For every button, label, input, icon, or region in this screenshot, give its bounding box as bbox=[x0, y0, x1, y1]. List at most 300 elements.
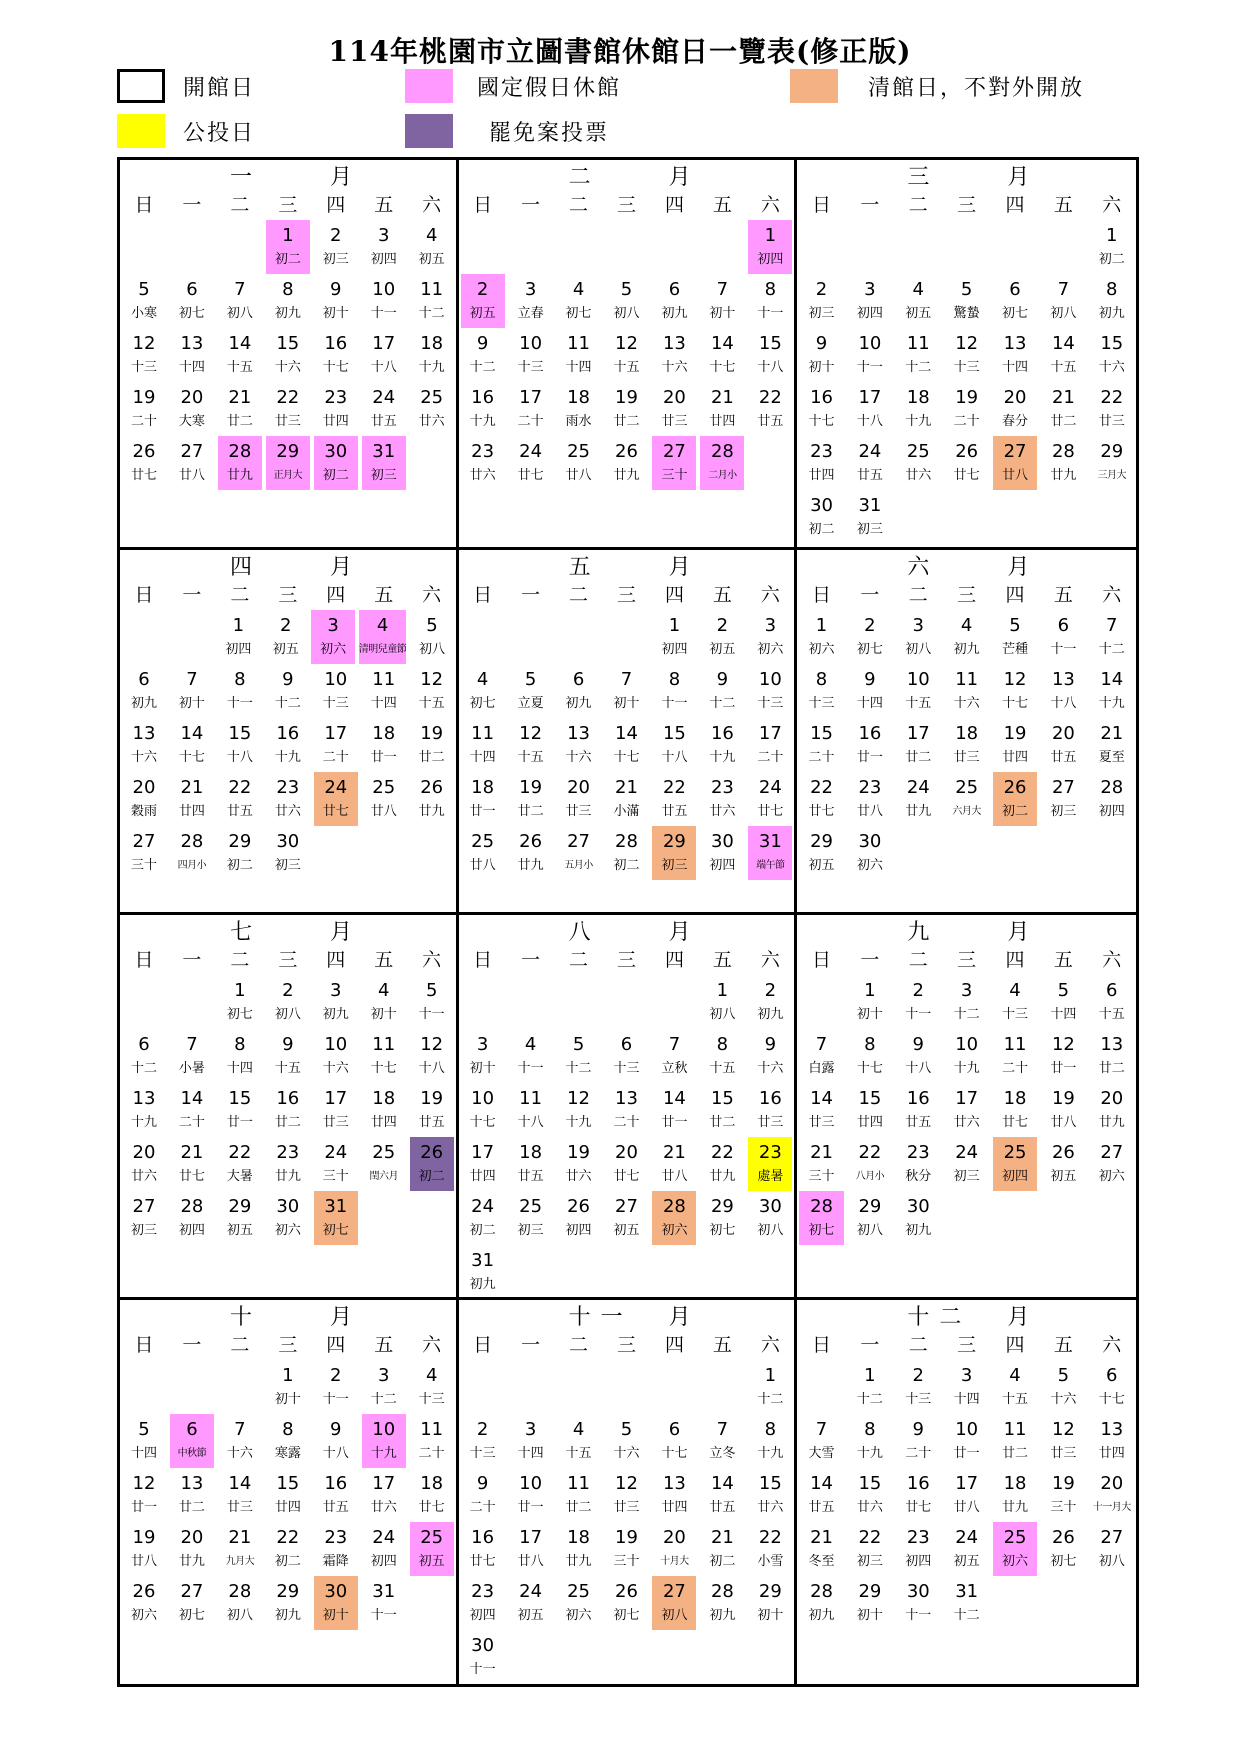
empty-cell bbox=[944, 1191, 988, 1245]
lunar-date: 廿六 bbox=[418, 414, 445, 429]
day-number: 23 bbox=[858, 777, 882, 798]
weekday-label: 日 bbox=[812, 949, 832, 971]
day-cell bbox=[700, 328, 744, 382]
month-name: 六 bbox=[907, 555, 940, 580]
day-number: 11 bbox=[567, 1473, 590, 1494]
day-cell bbox=[652, 826, 696, 880]
week-row bbox=[797, 718, 1136, 772]
day-cell bbox=[1090, 220, 1134, 274]
week-row bbox=[459, 1029, 795, 1083]
week-row bbox=[459, 220, 795, 274]
lunar-date: 廿七 bbox=[905, 1500, 932, 1515]
lunar-date: 廿三 bbox=[565, 804, 592, 819]
day-cell bbox=[170, 1137, 214, 1191]
lunar-date: 十一 bbox=[370, 306, 397, 321]
empty-cell bbox=[700, 1245, 744, 1299]
lunar-date: 三十 bbox=[613, 1554, 640, 1569]
lunar-date: 廿一 bbox=[661, 1115, 688, 1130]
day-number: 13 bbox=[1003, 333, 1027, 354]
day-cell bbox=[311, 610, 354, 664]
day-number: 10 bbox=[519, 1473, 543, 1494]
day-cell bbox=[848, 1576, 892, 1630]
day-number: 17 bbox=[519, 387, 543, 408]
lunar-date: 十九 bbox=[757, 1446, 784, 1461]
lunar-date: 小暑 bbox=[178, 1061, 205, 1076]
day-number: 24 bbox=[758, 777, 782, 798]
month-weeks bbox=[459, 975, 795, 1299]
lunar-date: 十二 bbox=[418, 306, 445, 321]
lunar-date: 廿七 bbox=[322, 804, 349, 819]
month-block bbox=[120, 550, 459, 915]
day-cell bbox=[410, 610, 453, 664]
day-number: 18 bbox=[906, 387, 930, 408]
week-row bbox=[459, 1576, 795, 1630]
day-cell bbox=[799, 274, 843, 328]
month-weeks bbox=[797, 220, 1136, 544]
day-number: 7 bbox=[716, 1419, 729, 1440]
day-cell bbox=[461, 1414, 505, 1468]
day-cell bbox=[1090, 664, 1134, 718]
lunar-date: 初十 bbox=[856, 1608, 883, 1623]
day-number: 17 bbox=[372, 1473, 396, 1494]
empty-cell bbox=[605, 1360, 649, 1414]
day-cell bbox=[362, 1360, 406, 1414]
week-row bbox=[797, 1522, 1136, 1576]
day-cell bbox=[461, 1576, 505, 1630]
day-cell bbox=[1041, 1137, 1085, 1191]
day-number: 26 bbox=[615, 441, 638, 462]
day-cell bbox=[652, 328, 696, 382]
lunar-date: 初九 bbox=[274, 1608, 301, 1623]
day-number: 13 bbox=[1100, 1034, 1124, 1055]
day-number: 18 bbox=[471, 777, 495, 798]
lunar-date: 初六 bbox=[856, 858, 883, 873]
week-row bbox=[459, 772, 795, 826]
day-number: 3 bbox=[378, 225, 390, 246]
weekday-label: 一 bbox=[521, 194, 541, 216]
day-cell bbox=[362, 1576, 406, 1630]
day-number: 30 bbox=[276, 1196, 300, 1217]
day-cell bbox=[896, 772, 940, 826]
lunar-date: 廿三 bbox=[226, 1500, 253, 1515]
day-number: 11 bbox=[372, 669, 396, 690]
lunar-date: 廿五 bbox=[661, 804, 688, 819]
empty-cell bbox=[218, 1360, 262, 1414]
day-number: 12 bbox=[1051, 1034, 1075, 1055]
lunar-date: 廿五 bbox=[370, 414, 397, 429]
day-number: 16 bbox=[471, 387, 495, 408]
weekday-label: 六 bbox=[422, 949, 442, 971]
day-cell bbox=[557, 1083, 601, 1137]
week-row bbox=[797, 436, 1136, 490]
weekday-label: 六 bbox=[1102, 584, 1122, 606]
day-number: 5 bbox=[620, 1419, 633, 1440]
lunar-date: 十六 bbox=[757, 1061, 784, 1076]
day-number: 29 bbox=[276, 441, 300, 462]
lunar-date: 初四 bbox=[709, 858, 736, 873]
day-cell bbox=[700, 1414, 744, 1468]
day-number: 19 bbox=[420, 1088, 444, 1109]
day-number: 1 bbox=[232, 615, 245, 636]
day-cell bbox=[1041, 1029, 1085, 1083]
lunar-date: 十三 bbox=[517, 360, 544, 375]
day-number: 26 bbox=[955, 441, 979, 462]
day-number: 26 bbox=[615, 1581, 638, 1602]
week-row bbox=[797, 772, 1136, 826]
lunar-date: 廿五 bbox=[226, 804, 253, 819]
lunar-date: 廿五 bbox=[1050, 750, 1077, 765]
day-number: 31 bbox=[372, 441, 396, 462]
day-cell bbox=[848, 328, 892, 382]
day-number: 5 bbox=[620, 279, 633, 300]
day-number: 15 bbox=[858, 1473, 882, 1494]
empty-cell bbox=[557, 1245, 601, 1299]
day-cell bbox=[993, 718, 1037, 772]
empty-cell bbox=[362, 826, 406, 880]
week-row bbox=[459, 1245, 795, 1299]
day-number: 4 bbox=[425, 1365, 438, 1386]
lunar-date: 初十 bbox=[757, 1608, 784, 1623]
month-suffix: 月 bbox=[330, 555, 353, 580]
legend-label-recall: 罷免案投票 bbox=[489, 120, 610, 146]
day-number: 5 bbox=[426, 615, 438, 636]
day-cell bbox=[1090, 772, 1134, 826]
lunar-date: 三十 bbox=[322, 1169, 349, 1184]
day-cell bbox=[1090, 1468, 1134, 1522]
legend-label-holiday: 國定假日休館 bbox=[477, 75, 622, 101]
day-number: 5 bbox=[524, 669, 537, 690]
lunar-date: 三十 bbox=[808, 1169, 835, 1184]
empty-cell bbox=[944, 220, 988, 274]
day-number: 7 bbox=[815, 1419, 828, 1440]
lunar-date: 十七 bbox=[709, 360, 736, 375]
lunar-date: 廿九 bbox=[1098, 1115, 1125, 1130]
day-cell bbox=[461, 1245, 505, 1299]
lunar-date: 十九 bbox=[709, 750, 736, 765]
day-cell bbox=[993, 664, 1037, 718]
day-cell bbox=[509, 826, 553, 880]
day-number: 4 bbox=[912, 279, 924, 300]
lunar-date: 小滿 bbox=[613, 804, 640, 819]
lunar-date: 立冬 bbox=[709, 1446, 736, 1461]
week-row bbox=[797, 382, 1136, 436]
lunar-date: 廿四 bbox=[370, 1115, 397, 1130]
lunar-date: 初九 bbox=[565, 696, 592, 711]
day-cell bbox=[605, 664, 649, 718]
day-number: 10 bbox=[324, 669, 348, 690]
day-cell bbox=[218, 1029, 262, 1083]
day-number: 12 bbox=[1003, 669, 1027, 690]
lunar-date: 正月大 bbox=[273, 470, 303, 481]
weekday-label: 六 bbox=[1102, 1334, 1122, 1356]
day-number: 17 bbox=[955, 1088, 979, 1109]
day-number: 13 bbox=[662, 333, 686, 354]
day-cell bbox=[557, 1414, 601, 1468]
lunar-date: 初九 bbox=[905, 1223, 932, 1238]
lunar-date: 十三 bbox=[905, 1392, 932, 1407]
day-number: 28 bbox=[228, 1581, 252, 1602]
empty-cell bbox=[1090, 1576, 1134, 1630]
day-number: 5 bbox=[960, 279, 973, 300]
day-cell bbox=[218, 1468, 262, 1522]
day-cell bbox=[748, 220, 792, 274]
day-number: 10 bbox=[372, 1419, 396, 1440]
day-number: 5 bbox=[1057, 1365, 1070, 1386]
week-row bbox=[797, 1414, 1136, 1468]
day-number: 28 bbox=[710, 1581, 734, 1602]
day-number: 24 bbox=[471, 1196, 495, 1217]
empty-cell bbox=[1041, 826, 1085, 880]
day-cell bbox=[218, 274, 262, 328]
day-cell bbox=[314, 382, 358, 436]
lunar-date: 初七 bbox=[469, 696, 496, 711]
day-cell bbox=[509, 1191, 553, 1245]
day-number: 7 bbox=[1106, 615, 1118, 636]
lunar-date: 初十 bbox=[709, 306, 736, 321]
day-number: 28 bbox=[1051, 441, 1075, 462]
day-cell bbox=[993, 975, 1037, 1029]
weekday-label: 六 bbox=[422, 584, 442, 606]
day-number: 25 bbox=[519, 1196, 543, 1217]
lunar-date: 初九 bbox=[953, 642, 980, 657]
day-number: 28 bbox=[615, 831, 638, 852]
day-cell bbox=[944, 382, 988, 436]
empty-cell bbox=[748, 436, 792, 490]
day-number: 15 bbox=[758, 333, 782, 354]
day-cell bbox=[748, 1029, 792, 1083]
day-number: 13 bbox=[180, 1473, 204, 1494]
day-number: 28 bbox=[810, 1196, 833, 1217]
lunar-date: 廿七 bbox=[1002, 1115, 1029, 1130]
day-cell bbox=[1041, 1414, 1085, 1468]
legend-label-cleaning: 清館日，不對外開放 bbox=[868, 75, 1085, 101]
day-number: 13 bbox=[1051, 669, 1075, 690]
lunar-date: 十一 bbox=[322, 1392, 349, 1407]
lunar-date: 十二 bbox=[370, 1392, 397, 1407]
day-number: 17 bbox=[519, 1527, 543, 1548]
day-number: 22 bbox=[858, 1142, 882, 1163]
month-weeks bbox=[459, 610, 795, 880]
day-cell bbox=[410, 1083, 454, 1137]
empty-cell bbox=[557, 1360, 601, 1414]
day-number: 2 bbox=[912, 1365, 924, 1386]
day-number: 9 bbox=[330, 279, 342, 300]
weekday-header bbox=[797, 582, 1136, 608]
empty-cell bbox=[1090, 826, 1134, 880]
day-number: 23 bbox=[710, 777, 734, 798]
empty-cell bbox=[748, 1630, 792, 1684]
day-cell bbox=[1090, 1522, 1134, 1576]
day-cell bbox=[799, 772, 843, 826]
lunar-date: 十七 bbox=[856, 1061, 883, 1076]
empty-cell bbox=[557, 975, 601, 1029]
day-number: 24 bbox=[906, 777, 930, 798]
day-number: 17 bbox=[906, 723, 930, 744]
day-cell bbox=[652, 1522, 696, 1576]
day-number: 14 bbox=[228, 333, 252, 354]
day-number: 8 bbox=[234, 669, 246, 690]
day-number: 11 bbox=[1003, 1419, 1027, 1440]
day-number: 18 bbox=[955, 723, 979, 744]
day-number: 3 bbox=[476, 1034, 489, 1055]
week-row bbox=[120, 1137, 456, 1191]
lunar-date: 十二 bbox=[856, 1392, 883, 1407]
empty-cell bbox=[218, 220, 262, 274]
day-number: 3 bbox=[912, 615, 924, 636]
empty-cell bbox=[1041, 220, 1085, 274]
lunar-date: 初三 bbox=[274, 858, 301, 873]
empty-cell bbox=[799, 975, 843, 1029]
weekday-header bbox=[120, 582, 456, 608]
day-number: 8 bbox=[282, 1419, 294, 1440]
day-number: 20 bbox=[662, 1527, 686, 1548]
weekday-label: 二 bbox=[569, 584, 589, 606]
lunar-date: 十七 bbox=[808, 414, 835, 429]
day-cell bbox=[605, 826, 649, 880]
day-cell bbox=[557, 1029, 601, 1083]
week-row bbox=[797, 1083, 1136, 1137]
day-cell bbox=[848, 274, 892, 328]
weekday-label: 日 bbox=[473, 194, 493, 216]
day-cell bbox=[218, 664, 262, 718]
lunar-date: 初五 bbox=[517, 1608, 544, 1623]
lunar-date: 廿五 bbox=[322, 1500, 349, 1515]
weekday-label: 日 bbox=[134, 194, 154, 216]
lunar-date: 十六 bbox=[613, 1446, 640, 1461]
day-cell bbox=[170, 718, 214, 772]
day-cell bbox=[266, 328, 310, 382]
lunar-date: 廿五 bbox=[709, 1500, 736, 1515]
weekday-label: 日 bbox=[134, 949, 154, 971]
day-number: 26 bbox=[132, 1581, 156, 1602]
lunar-date: 十六 bbox=[1098, 360, 1125, 375]
month-block bbox=[797, 915, 1136, 1300]
day-cell bbox=[1041, 772, 1085, 826]
day-cell bbox=[557, 1137, 601, 1191]
day-number: 13 bbox=[1100, 1419, 1124, 1440]
week-row bbox=[797, 274, 1136, 328]
day-number: 14 bbox=[1100, 669, 1124, 690]
day-cell bbox=[266, 1576, 310, 1630]
month-name: 二 bbox=[568, 165, 601, 190]
empty-cell bbox=[700, 1630, 744, 1684]
day-number: 16 bbox=[906, 1473, 930, 1494]
day-number: 11 bbox=[906, 333, 930, 354]
lunar-date: 二月小 bbox=[708, 470, 737, 481]
lunar-date: 十一 bbox=[469, 1662, 496, 1677]
lunar-date: 廿七 bbox=[130, 468, 157, 483]
lunar-date: 廿七 bbox=[953, 468, 980, 483]
lunar-date: 初七 bbox=[178, 306, 205, 321]
day-number: 18 bbox=[567, 387, 590, 408]
day-cell bbox=[509, 1414, 553, 1468]
lunar-date: 十四 bbox=[517, 1446, 544, 1461]
day-number: 7 bbox=[1057, 279, 1070, 300]
day-number: 2 bbox=[280, 615, 292, 636]
day-number: 20 bbox=[567, 777, 590, 798]
lunar-date: 初九 bbox=[1098, 306, 1125, 321]
day-cell bbox=[218, 1576, 262, 1630]
day-cell bbox=[557, 664, 601, 718]
day-cell bbox=[848, 1029, 892, 1083]
lunar-date: 廿九 bbox=[418, 804, 445, 819]
day-number: 27 bbox=[132, 1196, 156, 1217]
day-cell bbox=[799, 826, 843, 880]
day-cell bbox=[1090, 718, 1134, 772]
empty-cell bbox=[605, 1630, 649, 1684]
day-number: 15 bbox=[276, 1473, 300, 1494]
lunar-date: 初三 bbox=[322, 252, 349, 267]
empty-cell bbox=[509, 220, 553, 274]
day-number: 9 bbox=[764, 1034, 777, 1055]
day-cell bbox=[605, 436, 649, 490]
day-cell bbox=[362, 1414, 406, 1468]
day-number: 27 bbox=[1003, 441, 1027, 462]
week-row bbox=[120, 610, 456, 664]
day-number: 22 bbox=[662, 777, 686, 798]
lunar-date: 廿四 bbox=[661, 1500, 688, 1515]
day-number: 28 bbox=[710, 441, 734, 462]
lunar-date: 廿七 bbox=[178, 1169, 205, 1184]
day-number: 7 bbox=[620, 669, 633, 690]
empty-cell bbox=[652, 1245, 696, 1299]
day-number: 28 bbox=[1100, 777, 1124, 798]
month-name: 十 bbox=[230, 1305, 263, 1330]
day-cell bbox=[217, 610, 260, 664]
day-cell bbox=[314, 1576, 358, 1630]
day-cell bbox=[557, 382, 601, 436]
day-number: 25 bbox=[1003, 1142, 1027, 1163]
week-row bbox=[459, 718, 795, 772]
weekday-label: 一 bbox=[860, 194, 880, 216]
week-row bbox=[120, 1360, 456, 1414]
day-cell bbox=[944, 1468, 988, 1522]
day-number: 8 bbox=[764, 1419, 777, 1440]
day-number: 19 bbox=[132, 1527, 156, 1548]
lunar-date: 初八 bbox=[856, 1223, 883, 1238]
week-row bbox=[120, 1468, 456, 1522]
lunar-date: 初十 bbox=[274, 1392, 301, 1407]
day-cell bbox=[170, 1522, 214, 1576]
month-block bbox=[459, 160, 798, 550]
weekday-label: 二 bbox=[908, 194, 928, 216]
lunar-date: 十二 bbox=[709, 696, 736, 711]
day-number: 2 bbox=[815, 279, 828, 300]
lunar-date: 初二 bbox=[322, 468, 349, 483]
day-cell bbox=[799, 1522, 843, 1576]
weekday-label: 六 bbox=[760, 949, 780, 971]
lunar-date: 初六 bbox=[808, 642, 835, 657]
lunar-date: 十二 bbox=[953, 1608, 980, 1623]
month-name: 三 bbox=[907, 165, 940, 190]
legend-swatch-vote bbox=[117, 114, 165, 148]
lunar-date: 初十 bbox=[469, 1061, 496, 1076]
day-number: 27 bbox=[662, 441, 686, 462]
lunar-date: 廿三 bbox=[1050, 1446, 1077, 1461]
lunar-date: 廿四 bbox=[856, 1115, 883, 1130]
day-number: 23 bbox=[276, 1142, 300, 1163]
day-number: 7 bbox=[716, 279, 729, 300]
day-number: 17 bbox=[324, 1088, 348, 1109]
lunar-date: 十九 bbox=[953, 1061, 980, 1076]
lunar-date: 白露 bbox=[808, 1061, 835, 1076]
empty-cell bbox=[652, 220, 696, 274]
day-cell bbox=[700, 1083, 744, 1137]
day-number: 23 bbox=[471, 441, 495, 462]
lunar-date: 二十 bbox=[130, 414, 157, 429]
day-number: 3 bbox=[960, 1365, 973, 1386]
lunar-date: 廿三 bbox=[757, 1115, 784, 1130]
